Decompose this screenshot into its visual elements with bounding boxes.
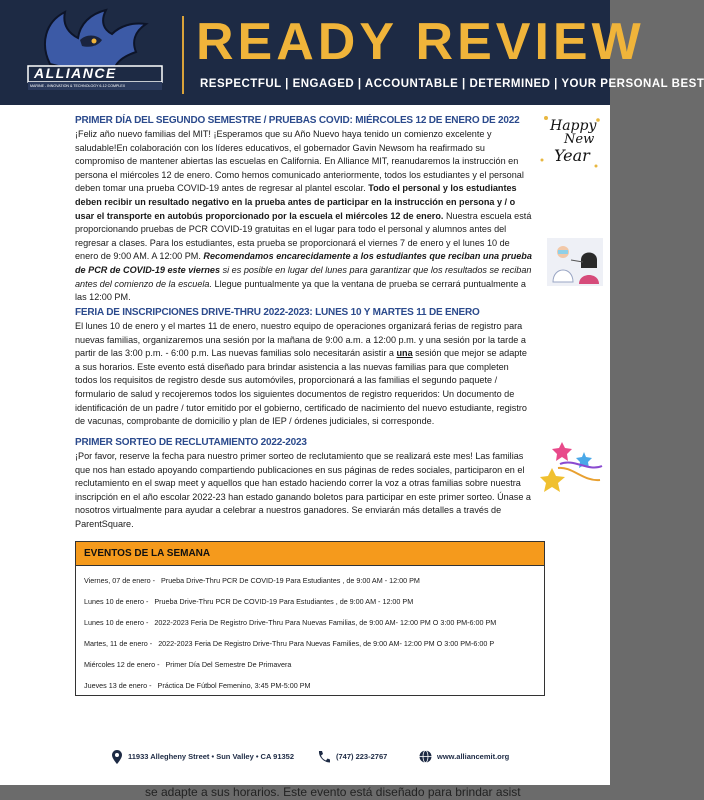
events-heading: EVENTOS DE LA SEMANA — [76, 542, 544, 566]
section-body: ¡Por favor, reserve la fecha para nuestro primer sorteo de reclutamiento que se realizará este mes! Las familias que nos han estado apoyando compartiendo publicaciones en sus páginas de redes sociales, participaron en el reclutamiento en el swap meet y aquellos que han estado haciendo correr la voz a otras familias sobre nuestra inscripción en el año escolar 2022-23 han estado ganando boletos para participar en este primer sorteo. Únase a nosotros virtualmente para ayudar a celebrar a nuestros ganadores. Se enviarán más detalles a través de ParentSquare. — [75, 451, 531, 529]
footer-phone: (747) 223-2767 — [336, 752, 388, 761]
event-row — [84, 576, 420, 585]
event-date: Lunes 10 de enero - — [84, 618, 149, 627]
event-date: Viernes, 07 de enero - — [84, 576, 155, 585]
body-italic-text: si es posible en lugar del lunes para garantizar que los resultados se reciban antes del comienzo de la escuela. — [75, 264, 532, 289]
section-heading: FERIA DE INSCRIPCIONES DRIVE-THRU 2022-2023: LUNES 10 Y MARTES 11 DE ENERO — [75, 307, 480, 318]
event-row — [84, 660, 291, 669]
section-registration-fair — [75, 307, 532, 429]
section-heading: PRIMER SORTEO DE RECLUTAMIENTO 2022-2023 — [75, 437, 307, 448]
page-title: READY REVIEW — [196, 13, 645, 71]
footer-website: www.alliancemit.org — [437, 752, 510, 761]
footer-address: 11933 Allegheny Street • Sun Valley • CA 91352 — [128, 752, 295, 761]
body-text: Nuestra escuela está proporcionando pruebas de PCR COVID-19 gratuitas en el lugar para todo el personal y alumnos antes del regresar a clases. Para los estudiantes, esta prueba se proporcionará el viernes 7 de enero y el lunes 10 de enero de 9:00 AM. A 12:00 PM. — [75, 210, 532, 262]
happy-new-year-graphic — [536, 110, 606, 178]
event-desc: Prueba Drive-Thru PCR De COVID-19 Para Estudiantes , de 9:00 AM - 12:00 PM — [154, 597, 414, 606]
section-body — [75, 320, 532, 429]
body-text: ¡Feliz año nuevo familias del MIT! ¡Esperamos que su Año Nuevo haya tenido un comienzo excelente y saludable!En colaboración con los líderes educativos, el gobernador Gavin Newsom ha reafirmado su compromiso de mantener abiertas las escuelas en California. En Alliance MIT, reanudaremos la instrucción en persona el miércoles 12 de enero. Como hemos comunicado anteriormente, todos los estudiantes y el personal deben tomar una prueba COVID-19 antes de regresar al plantel escolar. — [75, 129, 524, 194]
event-date: Martes, 11 de enero - — [84, 639, 153, 648]
new-year-word-2: New — [564, 132, 595, 147]
stars-illustration — [540, 438, 604, 494]
event-desc: Prueba Drive-Thru PCR De COVID-19 Para Estudiantes , de 9:00 AM - 12:00 PM — [161, 576, 420, 585]
event-desc: 2022-2023 Feria De Registro Drive-Thru Para Nuevas Familias, de 9:00 AM- 12:00 PM O 3:00 PM-6:00 PM — [154, 618, 497, 627]
event-date: Lunes 10 de enero - — [84, 597, 149, 606]
body-bold-text: Todo el personal y los estudiantes deben recibir un resultado negativo en la prueba antes de participar en la instrucción en persona y / o usar el transporte en autobús proporcionado por la escuela el miércoles 12 de enero. — [75, 183, 517, 221]
tagline: RESPECTFUL | ENGAGED | ACCOUNTABLE | DETERMINED | YOUR PERSONAL BEST — [200, 78, 704, 90]
event-date: Miércoles 12 de enero - — [84, 660, 160, 669]
header-banner — [0, 0, 704, 105]
body-bold-italic-text: Recomendamos encarecidamente a los estudiantes que reciban una prueba de PCR de COVID-19 este viernes — [75, 251, 532, 275]
header-divider — [182, 16, 184, 94]
body-text: sesión que mejor se adapte a sus horarios. Este evento está diseñado para brindar asistencia a las nuevas familias para que completen todos los requisitos de registro desde sus automóviles, proporcionará a las familias el segundo paquete / formulario de salud y recojeremos todos los siguientes documentos de registro requeridos: Un documento de identificación de un padre / tutor emitido por el gobierno, certificado de nacimiento del nuevo estudiante, registro de vacunas, comprobante de domicilio y plan de IEP / órdenes judiciales, si corresponde. — [75, 348, 527, 427]
new-year-word-1: Happy — [550, 118, 597, 134]
globe-icon — [419, 750, 432, 763]
body-text: El lunes 10 de enero y el martes 11 de enero, nuestro equipo de operaciones organizará ferias de registro para nuevas familias, organizaremos una sesión por la mañana de 9:00 a.m. a 12:00 p.m. y una sesión por la tarde a partir de las 3:00 p.m. - 6:00 p.m. Las nuevas familias solo necesitarán asistir a — [75, 321, 526, 359]
section-first-day — [75, 115, 532, 305]
event-date: Jueves 13 de enero - — [84, 681, 152, 690]
event-row — [84, 681, 311, 690]
covid-test-illustration — [547, 238, 603, 286]
phone-icon — [317, 750, 331, 763]
location-pin-icon — [112, 750, 122, 764]
events-table — [75, 541, 545, 696]
event-row — [84, 639, 494, 648]
body-text: Llegue puntualmente ya que la ventana de prueba se cerrará puntualmente a las 12:00 PM. — [75, 278, 526, 303]
event-desc: 2022-2023 Feria De Registro Drive-Thru Para Nuevas Families, de 9:00 AM- 12:00 PM O 3:00 PM-6:00 P — [158, 639, 495, 648]
event-row — [84, 597, 413, 606]
event-row — [84, 618, 496, 627]
new-year-word-3: Year — [554, 146, 590, 165]
logo-subtext: MARINE - INNOVATION & TECHNOLOGY 6-12 COMPLEX — [30, 84, 126, 88]
logo-text: ALLIANCE — [34, 65, 117, 81]
event-desc: Primer Día Del Semestre De Primavera — [165, 660, 292, 669]
section-heading: PRIMER DÍA DEL SEGUNDO SEMESTRE / PRUEBAS COVID: MIÉRCOLES 12 DE ENERO DE 2022 — [75, 115, 520, 126]
overflow-text: se adapte a sus horarios. Este evento está diseñado para brindar asist — [145, 785, 521, 799]
star-icon — [540, 438, 604, 494]
event-desc: Práctica De Fútbol Femenino, 3:45 PM-5:00 PM — [157, 681, 311, 690]
body-underline-text: una — [396, 348, 413, 359]
section-body — [75, 128, 532, 305]
section-raffle — [75, 437, 532, 532]
